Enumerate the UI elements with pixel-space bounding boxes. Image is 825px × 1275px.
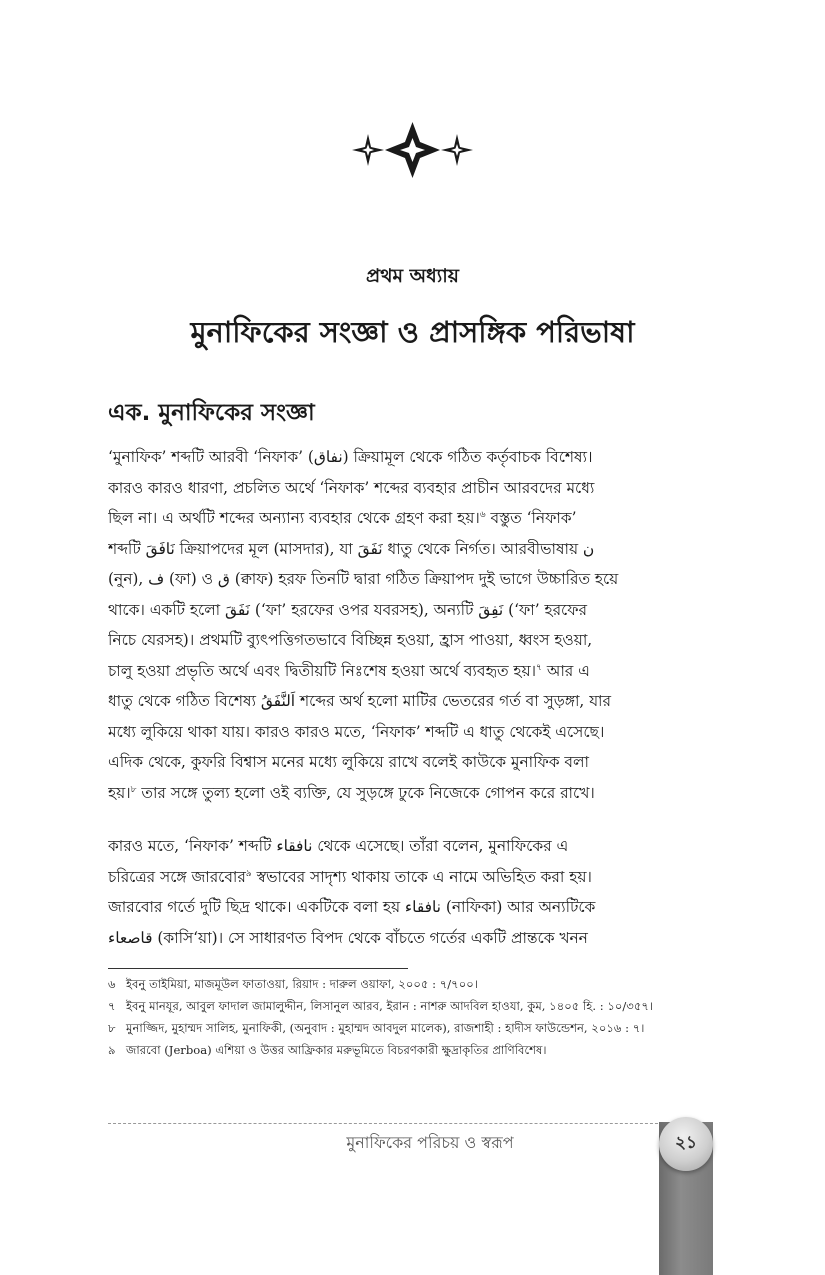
section-heading: এক. মুনাফিকের সংজ্ঞা [108,400,315,426]
footnote-number: ৮ [108,1021,116,1035]
footnote-item [108,1041,720,1060]
paragraph-1 [108,442,720,808]
text-line: ছিল না। এ অর্থটি শব্দের অন্যান্য ব্যবহার থেকে গ্রহণ করা হয়।$^৬$ বস্তুত ‘নিফাক’ [108,509,577,527]
text-line: এদিক থেকে, কুফরি বিশ্বাস মনের মধ্যে লুকিয়ে রাখে বলেই কাউকে মুনাফিক বলা [108,753,589,771]
footnote-item [108,975,720,994]
text-line: (নুন), ف (ফা) ও ق (ক্বাফ) হরফ তিনটি দ্বারা গঠিত ক্রিয়াপদ দুই ভাগে উচ্চারিত হয়ে [108,570,619,588]
footnote-text: ইবনু মানযূর, আবুল ফাদাল জামালুদ্দীন, লিসানুল আরব, ইরান : নাশরু আদবিল হাওযা, কুম, ১৪০৫ হি. : ১০/৩৫৭। [126,999,654,1013]
text-line: قاصعاء (কাসি‘য়া)। সে সাধারণত বিপদ থেকে বাঁচতে গর্তের একটি প্রান্তকে খনন [108,928,588,947]
footnote-number: ৯ [108,1043,116,1057]
text-line: কারও কারও ধারণা, প্রচলিত অর্থে ‘নিফাক’ শব্দের ব্যবহার প্রাচীন আরবদের মধ্যে [108,478,595,497]
footnote-item [108,997,720,1016]
text-line: নিচে যেরসহ)। প্রথমটি ব্যুৎপত্তিগতভাবে বিচ্ছিন্ন হওয়া, হ্রাস পাওয়া, ধ্বংস হওয়া, [108,631,593,649]
page-number: ২১ [674,1133,698,1153]
text-line: মধ্যে লুকিয়ে থাকা যায়। কারও কারও মতে, ‘নিফাক’ শব্দটি এ ধাতু থেকেই এসেছে। [108,722,605,741]
chapter-title: মুনাফিকের সংজ্ঞা ও প্রাসঙ্গিক পরিভাষা [190,315,635,349]
chapter-label: প্রথম অধ্যায় [366,265,459,287]
text-line: কারও মতে, ‘নিফাক’ শব্দটি نافقاء থেকে এসেছে। তাঁরা বলেন, মুনাফিকের এ [108,837,569,855]
footnote-number: ৭ [108,999,116,1013]
footnote-number: ৬ [108,977,116,991]
diamond-star-ornament-icon [350,120,475,180]
text-line: চরিত্রের সঙ্গে জারবোর$^৯$ স্বভাবের সাদৃশ্য থাকায় তাকে এ নামে অভিহিত করা হয়। [108,867,592,886]
footnote-ref: ৯ [245,868,252,879]
text-line: চালু হওয়া প্রভৃতি অর্থে এবং দ্বিতীয়টি নিঃশেষ হওয়া অর্থে ব্যবহৃত হয়।$^৭$ আর এ [108,661,590,680]
footnotes [108,975,720,1063]
footnote-ref: ৮ [130,784,137,795]
footnote-text: জারবো (Jerboa) এশিয়া ও উত্তর আফ্রিকার মরুভূমিতে বিচরণকারী ক্ষুদ্রাকৃতির প্রাণিবিশেষ। [126,1043,547,1057]
running-title: মুনাফিকের পরিচয় ও স্বরূপ [346,1133,514,1152]
text-line: ‘মুনাফিক’ শব্দটি আরবী ‘নিফাক’ (نفاق) ক্রিয়ামূল থেকে গঠিত কর্তৃবাচক বিশেষ্য। [108,448,593,466]
footnote-text: ইবনু তাইমিয়া, মাজমূউল ফাতাওয়া, রিয়াদ : দারুল ওয়াফা, ২০০৫ : ৭/৭০০। [126,977,478,991]
footnote-ref: ৭ [536,662,542,673]
text-line: হয়।$^৮$ তার সঙ্গে তুল্য হলো ওই ব্যক্তি, যে সুড়ঙ্গে ঢুকে নিজেকে গোপন করে রাখে। [108,783,595,802]
text-line: ধাতু থেকে গঠিত বিশেষ্য اَلنَّفَقُ শব্দের অর্থ হলো মাটির ভেতরের গর্ত বা সুড়ঙ্গা, যার [108,692,611,710]
footnote-text: মুনাজ্জিদ, মুহাম্মদ সালিহ, মুনাফিকী, (অনুবাদ : মুহাম্মদ আবদুল মালেক), রাজশাহী : হাদীস ফাউন্ডেশন, ২০১৬ : ৭। [126,1021,645,1035]
footnote-divider [108,968,408,969]
paragraph-2 [108,831,720,953]
footnote-item [108,1019,720,1038]
footer-divider [108,1123,668,1124]
footnote-ref: ৬ [479,509,486,520]
text-line: থাকে। একটি হলো نَفَقَ (‘ফা’ হরফের ওপর যবরসহ), অন্যটি نَفِقَ (‘ফা’ হরফের [108,600,587,619]
text-line: জারবোর গর্তে দুটি ছিদ্র থাকে। একটিকে বলা হয় نافقاء (নাফিকা) আর অন্যটিকে [108,898,596,916]
text-line: শব্দটি نَافَقَ ক্রিয়াপদের মূল (মাসদার), যা نَفَقَ ধাতু থেকে নির্গত। আরবীভাষায় ن [108,539,595,558]
